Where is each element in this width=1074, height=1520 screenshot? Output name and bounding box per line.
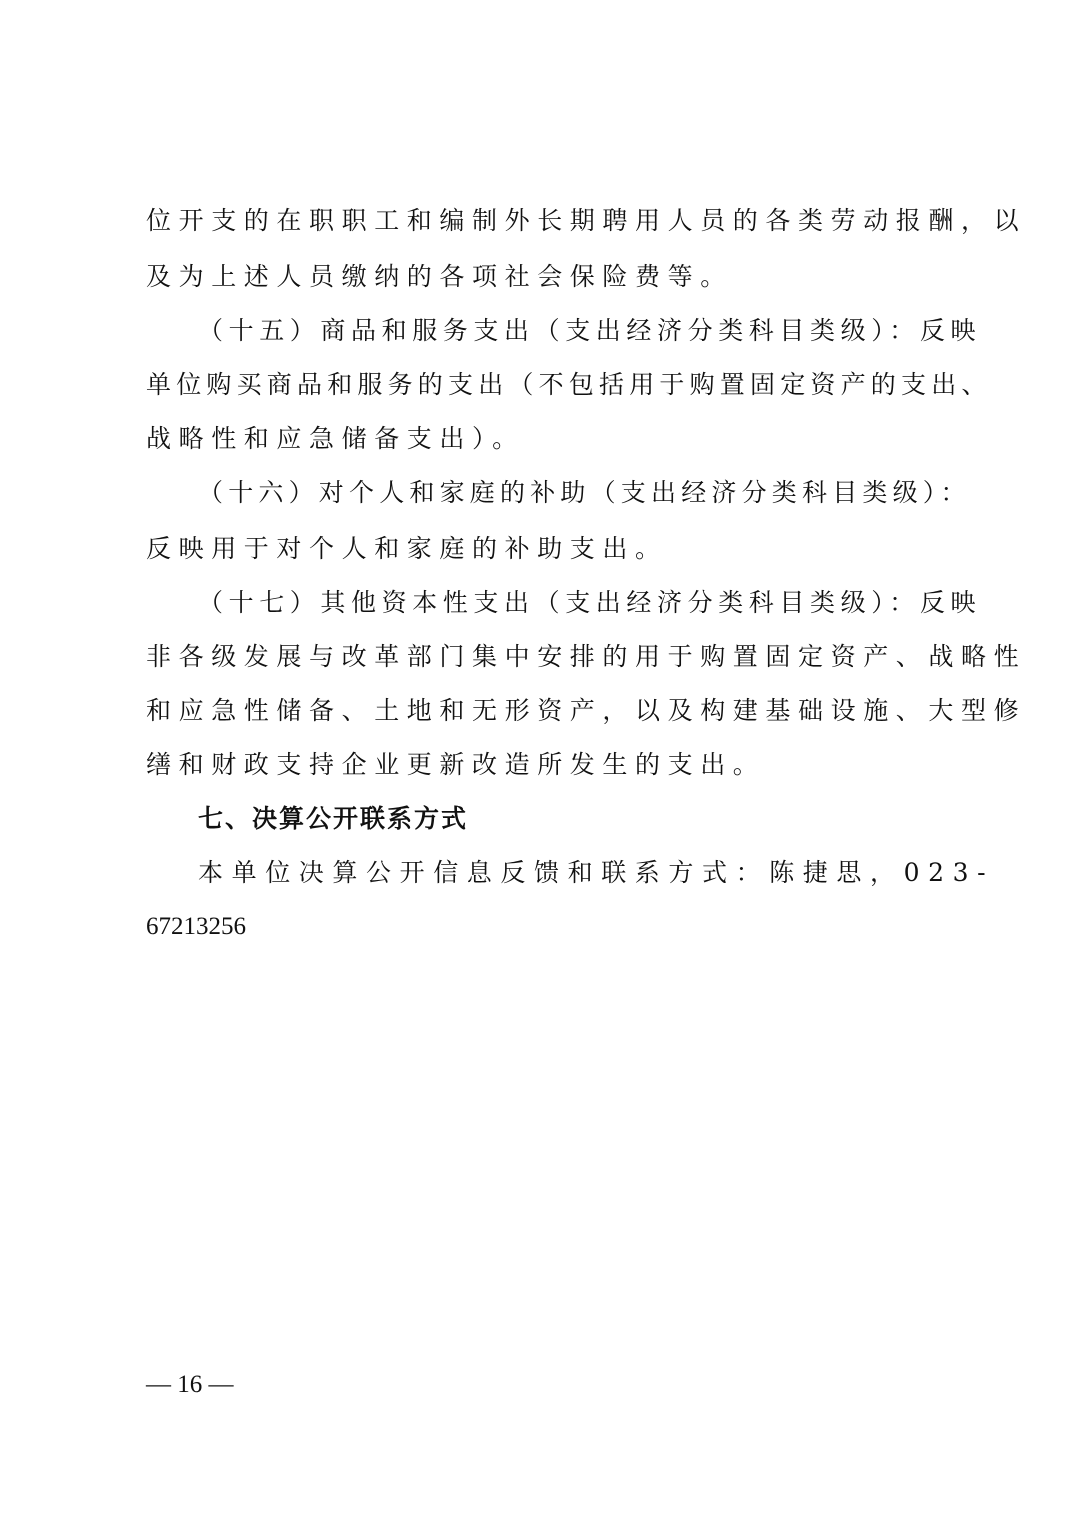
contact-phone: 67213256: [146, 913, 246, 940]
paragraph-line: （十七）其他资本性支出（支出经济分类科目类级）：反映: [198, 588, 982, 617]
paragraph-line: 位开支的在职职工和编制外长期聘用人员的各类劳动报酬，以: [146, 206, 1027, 235]
paragraph-line: 战略性和应急储备支出）。: [146, 424, 525, 453]
contact-line: 本单位决算公开信息反馈和联系方式：陈捷思，023-: [198, 858, 995, 887]
section-heading: 七、决算公开联系方式: [198, 804, 469, 833]
page-number: — 16 —: [146, 1371, 234, 1398]
paragraph-line: 单位购买商品和服务的支出（不包括用于购置固定资产的支出、: [146, 370, 992, 399]
paragraph-line: 和应急性储备、土地和无形资产，以及构建基础设施、大型修: [146, 696, 1027, 725]
paragraph-line: （十五）商品和服务支出（支出经济分类科目类级）：反映: [198, 316, 982, 345]
paragraph-line: 缮和财政支持企业更新改造所发生的支出。: [146, 750, 766, 779]
paragraph-line: （十六）对个人和家庭的补助（支出经济分类科目类级）：: [198, 478, 971, 507]
paragraph-line: 及为上述人员缴纳的各项社会保险费等。: [146, 262, 733, 291]
paragraph-line: 反映用于对个人和家庭的补助支出。: [146, 534, 668, 563]
paragraph-line: 非各级发展与改革部门集中安排的用于购置固定资产、战略性: [146, 642, 1027, 671]
